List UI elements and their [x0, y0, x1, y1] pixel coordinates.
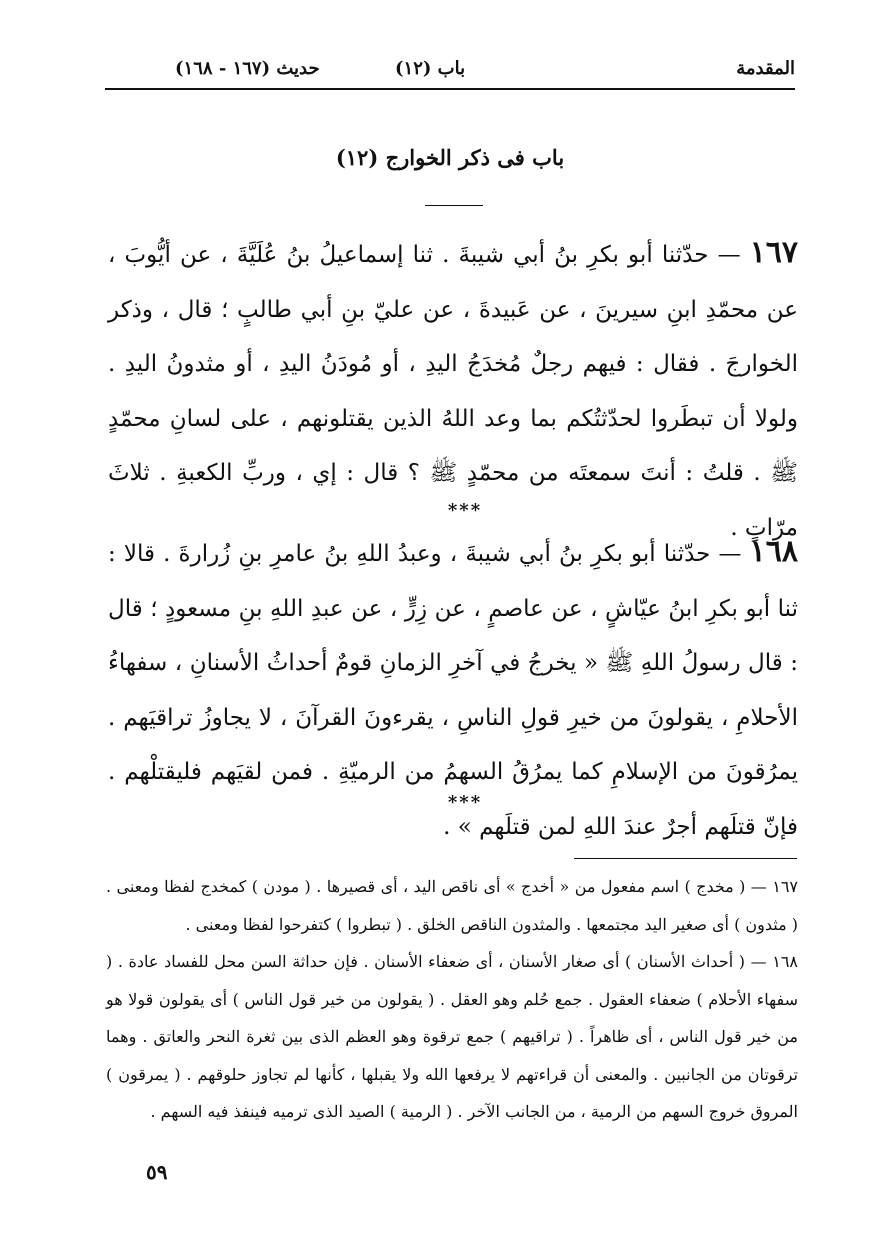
- header-section: المقدمة: [736, 58, 795, 79]
- hadith-text: حدّثنا أبو بكرِ بنُ أبي شيبةَ ، وعبدُ اللهِ بنُ عامرِ بنِ زُرارةَ . قالا : ثنا أبو بكرِ ابنُ عيّاشٍ ، عن عاصمٍ ، عن زِرٍّ ، عن عبدِ اللهِ بنِ مسعودٍ ؛ قال : قال رسولُ اللهِ ﷺ « يخرجُ في آخرِ الزمانِ قومٌ أحداثُ الأسنانِ ، سفهاءُ الأحلامِ ، يقولونَ من خيرِ قولِ الناسِ ، يقرءونَ القرآنَ ، لا يجاوزُ تراقيَهم . يمرُقونَ من الإسلامِ كما يمرُقُ السهمُ من الرميّةِ . فمن لقيَهم فليقتلْهم . فإنّ قتلَهم أجرٌ عندَ اللهِ لمن قتلَهم » .: [108, 541, 798, 840]
- hadith-167: ١٦٧ — حدّثنا أبو بكرِ بنُ أبي شيبةَ . ثنا إسماعيلُ بنُ عُلَيَّةَ ، عن أيُّوبَ ، عن محمّدِ ابنِ سيرينَ ، عن عَبيدةَ ، عن عليّ بنِ أبي طالبٍ ؛ قال ، وذكر الخوارجَ . فقال : فيهم رجلٌ مُخدَجُ اليدِ ، أو مُودَنُ اليدِ ، أو مثدونُ اليدِ . ولولا أن تبطَروا لحدّثتُكم بما وعد اللهُ الذين يقتلونهم ، على لسانِ محمّدٍ ﷺ . قلتُ : أنتَ سمعتَه من محمّدٍ ﷺ ؟ قال : إي ، وربِّ الكعبةِ . ثلاثَ مرّاتٍ .: [108, 235, 799, 541]
- chapter-title: (١٢) باب فى ذكر الخوارج: [335, 145, 565, 170]
- hadith-number: ١٦٧: [749, 235, 799, 270]
- header-hadith-range: (١٦٧ - ١٦٨) حديث: [175, 58, 320, 79]
- hadith-text: حدّثنا أبو بكرِ بنُ أبي شيبةَ . ثنا إسماعيلُ بنُ عُلَيَّةَ ، عن أيُّوبَ ، عن محمّدِ ابنِ سيرينَ ، عن عَبيدةَ ، عن عليّ بنِ أبي طالبٍ ؛ قال ، وذكر الخوارجَ . فقال : فيهم رجلٌ مُخدَجُ اليدِ ، أو مُودَنُ اليدِ ، أو مثدونُ اليدِ . ولولا أن تبطَروا لحدّثتُكم بما وعد اللهُ الذين يقتلونهم ، على لسانِ محمّدٍ ﷺ . قلتُ : أنتَ سمعتَه من محمّدٍ ﷺ ؟ قال : إي ، وربِّ الكعبةِ . ثلاثَ مرّاتٍ .: [108, 242, 798, 541]
- separator-stars: ***: [447, 792, 483, 813]
- page-number: ٥٩: [146, 1160, 168, 1184]
- separator-stars: ***: [447, 500, 483, 521]
- header-chapter: (١٢) باب: [395, 58, 466, 79]
- footnotes: [106, 868, 798, 1131]
- footnote-168: ١٦٨ — ( أحداث الأسنان ) أى صغار الأسنان ، أى ضعفاء الأسنان . فإن حداثة السن محل للفساد عادة . ( سفهاء الأحلام ) ضعفاء العقول . جمع حُلم وهو العقل . ( يقولون من خير قول الناس ) أى يقولون قولا هو من خير قول الناس ، أى ظاهراً . ( تراقيهم ) جمع ترقوة وهو العظم الذى بين ثغرة النحر والعاتق . وهما ترقوتان من الجانبين . والمعنى أن قراءتهم لا يرفعها الله ولا يقبلها ، كأنها لم تجاوز حلوقهم . ( يمرقون ) المروق خروج السهم من الرمية ، من الجانب الآخر . ( الرمية ) الصيد الذى ترميه فينفذ فيه السهم .: [106, 952, 798, 1121]
- running-header: [105, 52, 795, 90]
- title-divider: [425, 205, 483, 206]
- footnote-divider: [574, 858, 797, 859]
- footnote-167: ١٦٧ — ( مخدج ) اسم مفعول من « أخدج » أى ناقص اليد ، أى قصيرها . ( مودن ) كمخدج لفظا ومعنى . ( مثدون ) أى صغير اليد مجتمعها . والمثدون الناقص الخلق . ( تبطروا ) كتفرحوا لفظا ومعنى .: [106, 877, 798, 934]
- hadith-number: ١٦٨: [749, 534, 798, 569]
- hadith-168: ١٦٨ — حدّثنا أبو بكرِ بنُ أبي شيبةَ ، وعبدُ اللهِ بنُ عامرِ بنِ زُرارةَ . قالا : ثنا أبو بكرِ ابنُ عيّاشٍ ، عن عاصمٍ ، عن زِرٍّ ، عن عبدِ اللهِ بنِ مسعودٍ ؛ قال : قال رسولُ اللهِ ﷺ « يخرجُ في آخرِ الزمانِ قومٌ أحداثُ الأسنانِ ، سفهاءُ الأحلامِ ، يقولونَ من خيرِ قولِ الناسِ ، يقرءونَ القرآنَ ، لا يجاوزُ تراقيَهم . يمرُقونَ من الإسلامِ كما يمرُقُ السهمُ من الرميّةِ . فمن لقيَهم فليقتلْهم . فإنّ قتلَهم أجرٌ عندَ اللهِ لمن قتلَهم » .: [108, 534, 798, 840]
